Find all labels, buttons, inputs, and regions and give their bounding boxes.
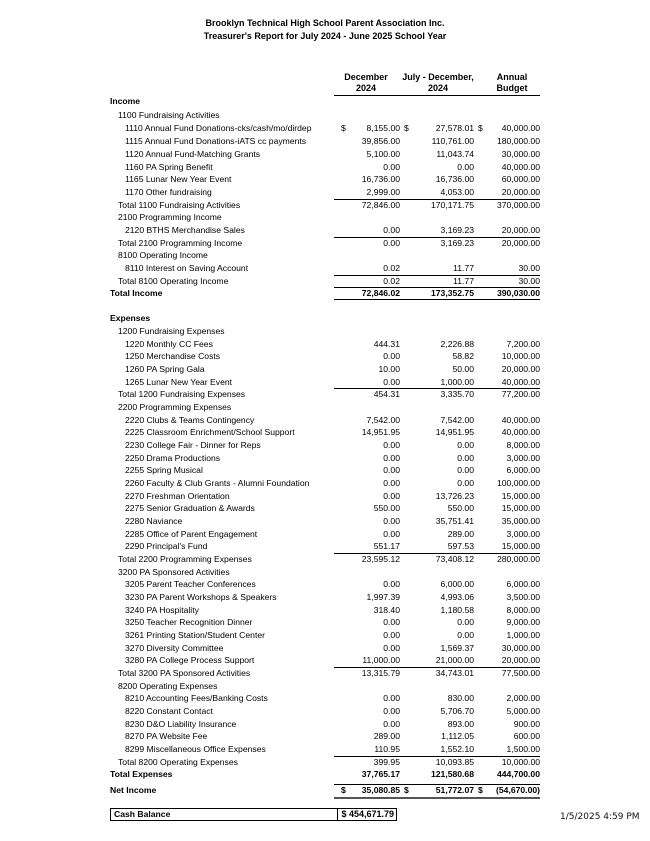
table-row	[110, 262, 540, 274]
table-row	[110, 667, 540, 679]
december-value: 0.02	[383, 263, 400, 273]
table-row	[110, 756, 540, 768]
ytd-value: 3,169.23	[440, 238, 474, 248]
ytd-value: 27,578.01	[435, 123, 474, 133]
december-value: 5,100.00	[366, 149, 400, 159]
ytd-value: 1,552.10	[440, 744, 474, 754]
budget-value: 60,000.00	[501, 174, 540, 184]
section-heading	[110, 680, 540, 692]
table-row	[110, 363, 540, 375]
ytd-value: 170,171.75	[430, 200, 474, 210]
budget-value: 20,000.00	[501, 655, 540, 665]
row-label: Total 3200 PA Sponsored Activities	[118, 668, 251, 678]
section-heading	[110, 312, 540, 324]
row-label: 1265 Lunar New Year Event	[125, 377, 233, 387]
december-value: 0.00	[383, 529, 400, 539]
table-row	[110, 768, 540, 780]
ytd-value: 121,580.68	[430, 769, 474, 779]
december-value: 0.00	[383, 478, 400, 488]
table-row	[110, 616, 540, 628]
row-label: 2120 BTHS Merchandise Sales	[125, 225, 245, 235]
ytd-value: 13,726.23	[435, 491, 474, 501]
ytd-value: 51,772.07	[435, 785, 474, 795]
budget-value: 35,000.00	[501, 516, 540, 526]
ytd-value: 110,761.00	[431, 136, 474, 146]
row-label: 8200 Operating Expenses	[118, 681, 218, 691]
budget-value: 15,000.00	[501, 491, 540, 501]
budget-value: 6,000.00	[506, 579, 540, 589]
row-label: Total 8100 Operating Income	[118, 276, 229, 286]
december-value: 1,997.39	[366, 592, 400, 602]
december-value: 0.00	[383, 351, 400, 361]
table-row	[110, 502, 540, 514]
row-label: 2285 Office of Parent Engagement	[125, 529, 258, 539]
row-label: 2275 Senior Graduation & Awards	[125, 503, 255, 513]
december-value: 0.00	[383, 706, 400, 716]
row-label: 2255 Spring Musical	[125, 465, 203, 475]
table-row	[110, 350, 540, 362]
table-row	[110, 439, 540, 451]
december-value: 16,736.00	[361, 174, 400, 184]
ytd-value: 1,112.05	[441, 731, 474, 741]
row-label: Total 8200 Operating Expenses	[118, 757, 238, 767]
ytd-value: 0.00	[457, 465, 474, 475]
ytd-value: 21,000.00	[435, 655, 474, 665]
budget-value: 390,030.00	[496, 288, 540, 298]
december-value: 72,846.02	[361, 288, 400, 298]
row-label: Total Expenses	[110, 769, 173, 779]
december-value: 0.00	[383, 516, 400, 526]
row-label: 1120 Annual Fund-Matching Grants	[125, 149, 261, 159]
table-row	[110, 629, 540, 641]
ytd-value: 597.53	[447, 541, 474, 551]
row-label: 2220 Clubs & Teams Contingency	[125, 415, 255, 425]
section-heading	[110, 95, 540, 107]
budget-value: 3,500.00	[506, 592, 540, 602]
december-value: 0.00	[383, 238, 400, 248]
december-value: 551.17	[373, 541, 400, 551]
ytd-value: 3,335.70	[440, 389, 474, 399]
december-value: 13,315.79	[361, 668, 400, 678]
table-row	[110, 338, 540, 350]
row-label: 2270 Freshman Orientation	[125, 491, 230, 501]
december-value: 110.95	[374, 744, 400, 754]
subtotal-rule	[334, 237, 540, 238]
net-income-double-rule	[334, 797, 540, 799]
section-heading	[110, 211, 540, 223]
currency-symbol: $	[341, 123, 346, 133]
subtotal-rule	[334, 553, 540, 554]
row-label: 1250 Merchandise Costs	[125, 351, 221, 361]
row-label: Income	[110, 96, 141, 106]
currency-symbol: $	[404, 785, 409, 795]
row-label: 1110 Annual Fund Donations-cks/cash/mo/dirdep	[125, 123, 312, 133]
ytd-value: 289.00	[447, 529, 474, 539]
subtotal-rule	[334, 287, 540, 288]
row-label: Expenses	[110, 313, 151, 323]
col-header-december	[334, 72, 398, 94]
table-row	[110, 490, 540, 502]
december-value: 2,999.00	[366, 187, 400, 197]
col-header-line1: December	[344, 72, 388, 82]
budget-value: 20,000.00	[501, 225, 540, 235]
budget-value: 20,000.00	[501, 238, 540, 248]
table-row	[110, 426, 540, 438]
ytd-value: 11.77	[453, 263, 474, 273]
ytd-value: 5,706.70	[440, 706, 474, 716]
row-label: 8220 Constant Contact	[125, 706, 213, 716]
table-row	[110, 173, 540, 185]
currency-symbol: $	[478, 123, 483, 133]
december-value: 14,951.95	[361, 427, 400, 437]
december-value: 37,765.17	[361, 769, 400, 779]
row-label: 8299 Miscellaneous Office Expenses	[125, 744, 266, 754]
row-label: 2260 Faculty & Club Grants - Alumni Foundation	[125, 478, 310, 488]
budget-value: 444,700.00	[496, 769, 540, 779]
december-value: 39,856.00	[361, 136, 400, 146]
december-value: 0.00	[383, 453, 400, 463]
timestamp: 1/5/2025 4:59 PM	[560, 812, 640, 822]
december-value: 0.00	[383, 579, 400, 589]
ytd-value: 34,743.01	[435, 668, 474, 678]
row-label: Total 1100 Fundraising Activities	[118, 200, 241, 210]
currency-symbol: $	[404, 123, 409, 133]
section-heading	[110, 249, 540, 261]
table-row	[110, 477, 540, 489]
row-label: 3230 PA Parent Workshops & Speakers	[125, 592, 277, 602]
subtotal-rule	[334, 388, 540, 389]
budget-value: 9,000.00	[506, 617, 540, 627]
ytd-value: 1,000.00	[440, 377, 474, 387]
row-label: Total 1200 Fundraising Expenses	[118, 389, 246, 399]
budget-value: 5,000.00	[506, 706, 540, 716]
december-value: 0.00	[383, 225, 400, 235]
ytd-value: 73,408.12	[435, 554, 474, 564]
table-row	[110, 161, 540, 173]
ytd-value: 0.00	[457, 478, 474, 488]
subtotal-rule	[334, 784, 540, 785]
col-header-line2: 2024	[355, 83, 377, 93]
budget-value: 40,000.00	[501, 123, 540, 133]
december-value: 0.00	[383, 377, 400, 387]
row-label: 1165 Lunar New Year Event	[125, 174, 232, 184]
ytd-value: 2,226.88	[440, 339, 474, 349]
budget-value: 3,000.00	[506, 453, 540, 463]
cash-balance-value: $ 454,671.79	[335, 808, 397, 821]
table-row	[110, 186, 540, 198]
row-label: Net Income	[110, 785, 157, 795]
table-row	[110, 388, 540, 400]
row-label: 2250 Drama Productions	[125, 453, 221, 463]
table-row	[110, 275, 540, 287]
ytd-value: 10,093.85	[435, 757, 474, 767]
budget-value: 180,000.00	[496, 136, 540, 146]
december-value: 0.00	[383, 617, 400, 627]
december-value: 0.02	[383, 276, 400, 286]
row-label: 1100 Fundraising Activities	[118, 110, 220, 120]
section-heading	[110, 325, 540, 337]
table-row	[110, 784, 540, 796]
table-row	[110, 376, 540, 388]
currency-symbol: $	[478, 785, 483, 795]
table-row	[110, 464, 540, 476]
budget-value: 77,500.00	[501, 668, 540, 678]
table-row	[110, 237, 540, 249]
table-row	[110, 654, 540, 666]
section-heading	[110, 401, 540, 413]
row-label: 1200 Fundraising Expenses	[118, 326, 225, 336]
row-label: 8270 PA Website Fee	[125, 731, 208, 741]
table-row	[110, 591, 540, 603]
ytd-value: 0.00	[457, 162, 474, 172]
table-row	[110, 414, 540, 426]
row-label: 1260 PA Spring Gala	[125, 364, 205, 374]
subtotal-rule	[334, 275, 540, 276]
ytd-value: 1,180.58	[440, 605, 474, 615]
ytd-value: 14,951.95	[435, 427, 474, 437]
budget-value: 20,000.00	[501, 187, 540, 197]
table-row	[110, 553, 540, 565]
december-value: 0.00	[383, 162, 400, 172]
budget-value: 40,000.00	[501, 162, 540, 172]
december-value: 0.00	[383, 719, 400, 729]
row-label: Total 2200 Programming Expenses	[118, 554, 252, 564]
budget-value: 30,000.00	[501, 149, 540, 159]
ytd-value: 173,352.75	[430, 288, 474, 298]
table-row	[110, 604, 540, 616]
table-row	[110, 718, 540, 730]
row-label: 8100 Operating Income	[118, 250, 208, 260]
row-label: 2225 Classroom Enrichment/School Support	[125, 427, 295, 437]
subtotal-rule	[334, 199, 540, 200]
row-label: 1115 Annual Fund Donations-iATS cc payments	[125, 136, 307, 146]
table-row	[110, 224, 540, 236]
december-value: 35,080.85	[361, 785, 400, 795]
section-heading	[110, 566, 540, 578]
ytd-value: 4,053.00	[440, 187, 474, 197]
december-value: 444.31	[373, 339, 400, 349]
december-value: 0.00	[383, 465, 400, 475]
december-value: 0.00	[383, 440, 400, 450]
budget-value: 600.00	[513, 731, 540, 741]
row-label: 2280 Naviance	[125, 516, 183, 526]
table-row	[110, 287, 540, 299]
cash-balance-box	[110, 808, 338, 821]
row-label: 2290 Principal's Fund	[125, 541, 208, 551]
ytd-value: 830.00	[447, 693, 474, 703]
budget-value: 8,000.00	[506, 605, 540, 615]
december-value: 23,595.12	[361, 554, 400, 564]
budget-value: 10,000.00	[501, 351, 540, 361]
table-row	[110, 452, 540, 464]
row-label: 3250 Teacher Recognition Dinner	[125, 617, 253, 627]
row-label: 8110 Interest on Saving Account	[125, 263, 249, 273]
subtotal-rule	[334, 756, 540, 757]
ytd-value: 7,542.00	[440, 415, 474, 425]
ytd-value: 6,000.00	[440, 579, 474, 589]
december-value: 454.31	[373, 389, 400, 399]
ytd-value: 0.00	[457, 440, 474, 450]
december-value: 318.40	[373, 605, 400, 615]
budget-value: 370,000.00	[496, 200, 540, 210]
budget-value: 30,000.00	[501, 643, 540, 653]
budget-value: 6,000.00	[506, 465, 540, 475]
budget-value: 30.00	[518, 263, 540, 273]
row-label: 1170 Other fundraising	[125, 187, 212, 197]
budget-value: 7,200.00	[506, 339, 540, 349]
ytd-value: 1,569.37	[440, 643, 474, 653]
ytd-value: 893.00	[447, 719, 474, 729]
col-header-line1: Annual	[496, 72, 528, 82]
ytd-value: 11.77	[453, 276, 474, 286]
december-value: 399.95	[373, 757, 400, 767]
ytd-value: 0.00	[457, 630, 474, 640]
budget-value: 100,000.00	[496, 478, 540, 488]
ytd-value: 0.00	[457, 617, 474, 627]
row-label: 3205 Parent Teacher Conferences	[125, 579, 256, 589]
cash-balance-label: Cash Balance	[114, 809, 171, 819]
budget-value: (54,670.00)	[496, 785, 540, 795]
budget-value: 10,000.00	[501, 757, 540, 767]
december-value: 0.00	[383, 630, 400, 640]
table-row	[110, 528, 540, 540]
ytd-value: 11,043.74	[436, 149, 474, 159]
report-title: Treasurer's Report for July 2024 - June 2025 School Year	[203, 31, 447, 41]
row-label: 2100 Programming Income	[118, 212, 222, 222]
budget-value: 30.00	[518, 276, 540, 286]
table-row	[110, 730, 540, 742]
ytd-value: 550.00	[447, 503, 474, 513]
section-heading	[110, 109, 540, 121]
december-value: 7,542.00	[366, 415, 400, 425]
row-label: 3240 PA Hospitality	[125, 605, 199, 615]
row-label: 8230 D&O Liability Insurance	[125, 719, 237, 729]
ytd-value: 16,736.00	[435, 174, 474, 184]
budget-value: 280,000.00	[496, 554, 540, 564]
table-row	[110, 692, 540, 704]
ytd-value: 3,169.23	[440, 225, 474, 235]
table-row	[110, 540, 540, 552]
ytd-value: 0.00	[457, 453, 474, 463]
budget-value: 1,500.00	[506, 744, 540, 754]
budget-value: 40,000.00	[501, 427, 540, 437]
subtotal-rule	[334, 667, 540, 668]
table-row	[110, 122, 540, 134]
december-value: 550.00	[373, 503, 400, 513]
org-title: Brooklyn Technical High School Parent Association Inc.	[205, 18, 445, 28]
col-header-budget	[484, 72, 540, 94]
december-value: 0.00	[383, 643, 400, 653]
budget-value: 1,000.00	[506, 630, 540, 640]
row-label: 2230 College Fair - Dinner for Reps	[125, 440, 261, 450]
december-value: 11,000.00	[362, 655, 400, 665]
row-label: Total Income	[110, 288, 163, 298]
col-header-ytd	[396, 72, 480, 94]
table-row	[110, 705, 540, 717]
december-value: 10.00	[378, 364, 400, 374]
december-value: 289.00	[373, 731, 400, 741]
row-label: 2200 Programming Expenses	[118, 402, 232, 412]
table-row	[110, 578, 540, 590]
december-value: 0.00	[383, 693, 400, 703]
row-label: 3200 PA Sponsored Activities	[118, 567, 230, 577]
col-header-line2: Budget	[496, 83, 528, 93]
total-rule	[334, 299, 540, 300]
table-row	[110, 148, 540, 160]
table-row	[110, 135, 540, 147]
budget-value: 900.00	[513, 719, 540, 729]
currency-symbol: $	[341, 785, 346, 795]
row-label: 8210 Accounting Fees/Banking Costs	[125, 693, 268, 703]
col-header-line2: 2024	[427, 83, 449, 93]
budget-value: 15,000.00	[501, 503, 540, 513]
ytd-value: 58.82	[452, 351, 474, 361]
row-label: 3280 PA College Process Support	[125, 655, 255, 665]
row-label: 1160 PA Spring Benefit	[125, 162, 213, 172]
budget-value: 15,000.00	[501, 541, 540, 551]
row-label: Total 2100 Programming Income	[118, 238, 243, 248]
budget-value: 77,200.00	[501, 389, 540, 399]
table-row	[110, 743, 540, 755]
row-label: 3270 Diversity Committee	[125, 643, 224, 653]
col-header-line1: July - December,	[402, 72, 474, 82]
table-row	[110, 515, 540, 527]
row-label: 1220 Monthly CC Fees	[125, 339, 213, 349]
budget-value: 40,000.00	[501, 415, 540, 425]
december-value: 8,155.00	[366, 123, 400, 133]
december-value: 72,846.00	[361, 200, 400, 210]
table-row	[110, 642, 540, 654]
budget-value: 8,000.00	[506, 440, 540, 450]
budget-value: 20,000.00	[501, 364, 540, 374]
table-row	[110, 199, 540, 211]
ytd-value: 35,751.41	[435, 516, 474, 526]
budget-value: 40,000.00	[501, 377, 540, 387]
ytd-value: 50.00	[452, 364, 474, 374]
december-value: 0.00	[383, 491, 400, 501]
ytd-value: 4,993.06	[440, 592, 474, 602]
row-label: 3261 Printing Station/Student Center	[125, 630, 265, 640]
budget-value: 3,000.00	[506, 529, 540, 539]
budget-value: 2,000.00	[506, 693, 540, 703]
